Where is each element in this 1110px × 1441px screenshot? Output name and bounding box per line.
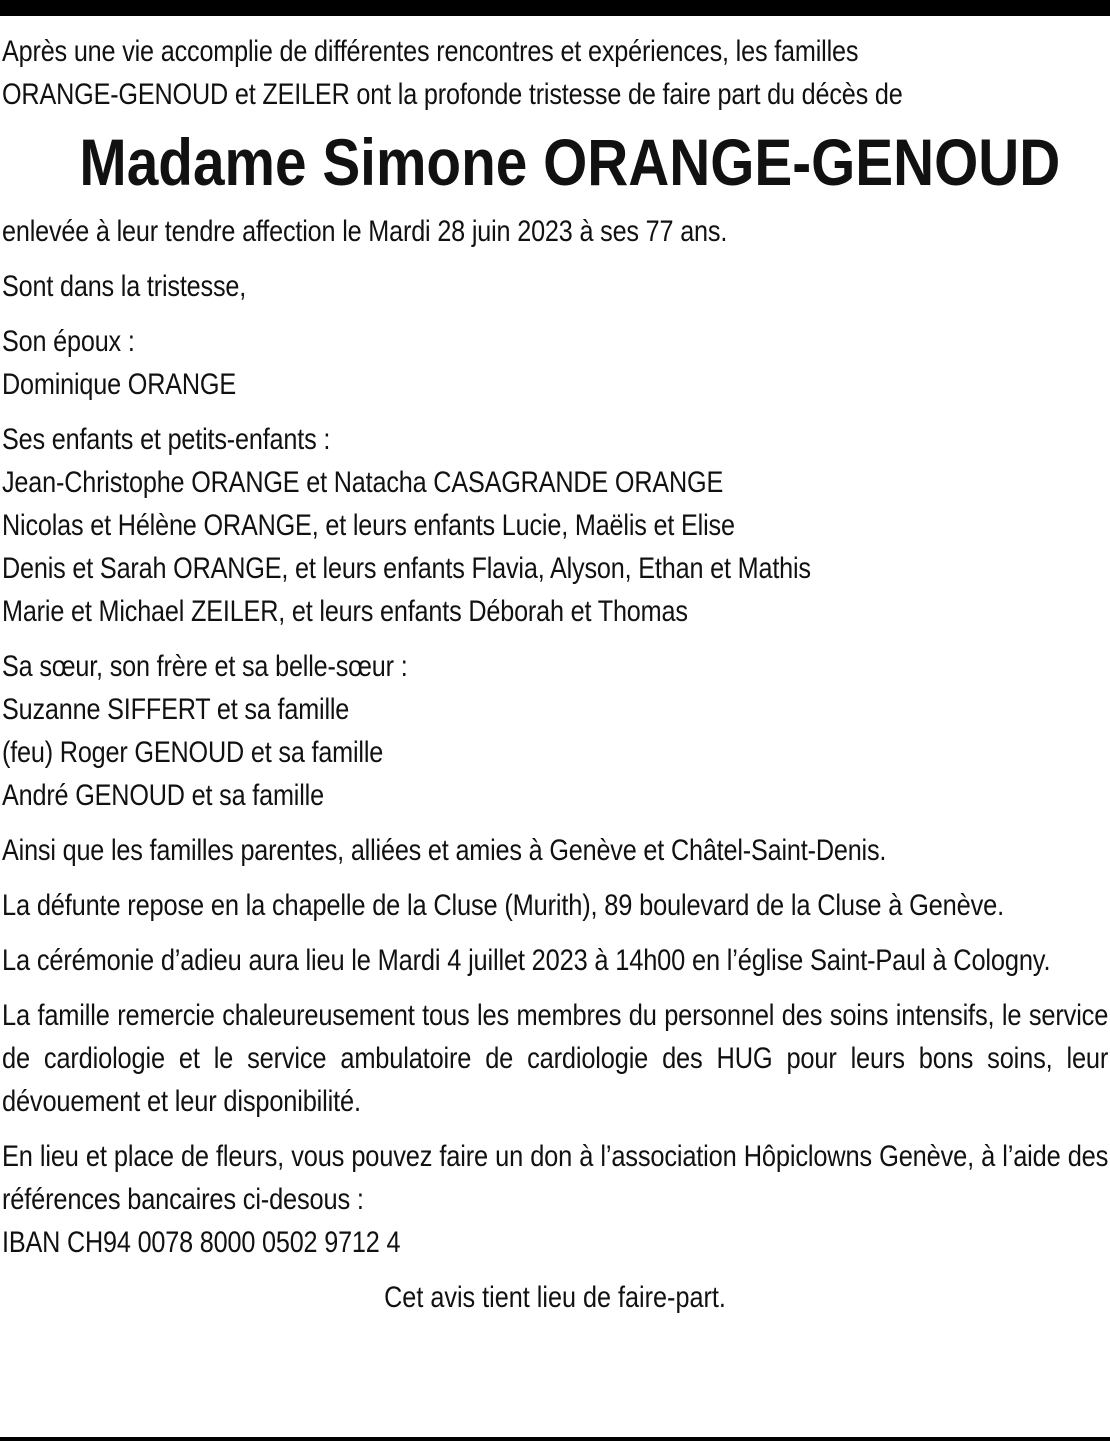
donation-paragraph: En lieu et place de fleurs, vous pouvez faire un don à l’association Hôpiclowns Genève, à l’aide des références bancaires ci-desous : <box>2 1140 1109 1216</box>
children-name: Denis et Sarah ORANGE, et leurs enfants Flavia, Alyson, Ethan et Mathis <box>2 552 811 585</box>
spouse-heading: Son époux : <box>2 325 135 358</box>
families-paragraph <box>2 829 1108 872</box>
children-name: Nicolas et Hélène ORANGE, et leurs enfants Lucie, Maëlis et Elise <box>2 509 735 542</box>
thanks-paragraph: La famille remercie chaleureusement tous les membres du personnel des soins intensifs, le service de cardiologie et le service ambulatoire de cardiologie des HUG pour leurs bons soins, leur dévouement et leur disponibilité. <box>2 999 1109 1118</box>
mourning-intro: Sont dans la tristesse, <box>2 270 247 303</box>
deceased-name: Madame Simone ORANGE-GENOUD <box>79 125 1061 199</box>
spouse-name: Dominique ORANGE <box>2 368 237 401</box>
death-paragraph <box>2 210 1108 253</box>
sibling-name: André GENOUD et sa famille <box>2 779 324 812</box>
intro-line: ORANGE-GENOUD et ZEILER ont la profonde tristesse de faire part du décès de <box>2 78 903 111</box>
footer-note: Cet avis tient lieu de faire-part. <box>384 1281 726 1314</box>
families-line: Ainsi que les familles parentes, alliées et amies à Genève et Châtel-Saint-Denis. <box>2 834 887 867</box>
bottom-rule <box>0 1437 1110 1441</box>
children-name: Marie et Michael ZEILER, et leurs enfants Déborah et Thomas <box>2 595 688 628</box>
sibling-name: (feu) Roger GENOUD et sa famille <box>2 736 384 769</box>
ceremony-paragraph: La cérémonie d’adieu aura lieu le Mardi 4 juillet 2023 à 14h00 en l’église Saint-Paul à Cologny. <box>2 944 1051 977</box>
iban-line: IBAN CH94 0078 8000 0502 9712 4 <box>2 1226 401 1259</box>
mourning-paragraph <box>2 265 1108 308</box>
repose-paragraph: La défunte repose en la chapelle de la Cluse (Murith), 89 boulevard de la Cluse à Genève. <box>2 889 1004 922</box>
children-heading: Ses enfants et petits-enfants : <box>2 423 331 456</box>
siblings-section <box>2 645 1108 817</box>
spouse-section <box>2 320 1108 406</box>
siblings-heading: Sa sœur, son frère et sa belle-sœur : <box>2 650 408 683</box>
intro-line: Après une vie accomplie de différentes rencontres et expériences, les familles <box>2 35 859 68</box>
children-name: Jean-Christophe ORANGE et Natacha CASAGRANDE ORANGE <box>2 466 724 499</box>
sibling-name: Suzanne SIFFERT et sa famille <box>2 693 350 726</box>
children-section <box>2 418 1108 633</box>
obituary-notice <box>2 30 1108 1319</box>
iban-block <box>2 1221 1108 1264</box>
intro-paragraph <box>2 30 1108 116</box>
death-line: enlevée à leur tendre affection le Mardi 28 juin 2023 à ses 77 ans. <box>2 215 728 248</box>
top-rule <box>0 0 1110 16</box>
